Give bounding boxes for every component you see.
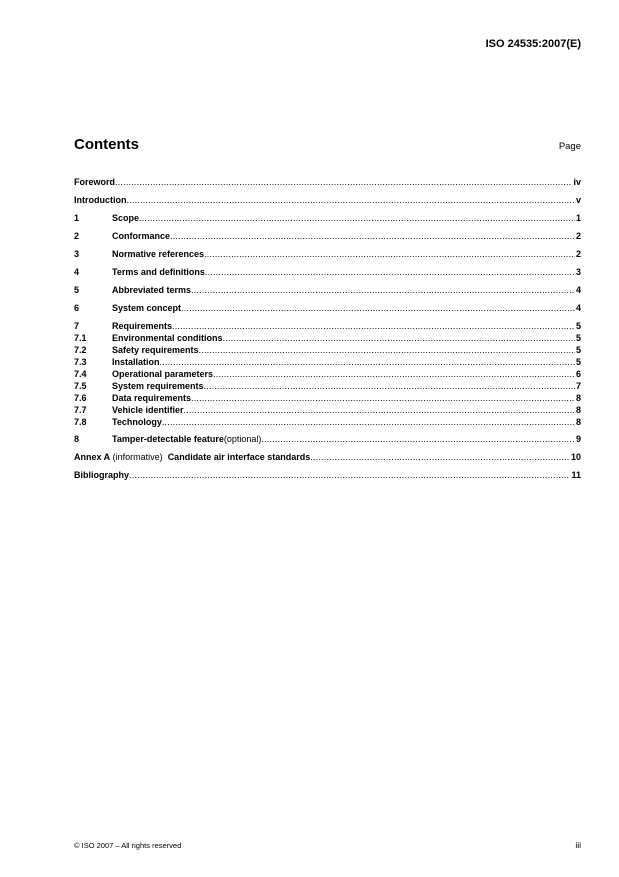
toc-entry-page: 2 bbox=[575, 249, 581, 259]
toc-entry-7-8[interactable] bbox=[74, 416, 581, 428]
dot-leader bbox=[139, 212, 575, 225]
toc-entry-title: Technology bbox=[112, 417, 162, 427]
dot-leader bbox=[204, 248, 575, 261]
table-of-contents bbox=[74, 176, 581, 482]
dot-leader bbox=[162, 416, 575, 428]
toc-entry-1[interactable] bbox=[74, 212, 581, 225]
dot-leader bbox=[181, 302, 575, 315]
toc-entry-page: 7 bbox=[575, 381, 581, 391]
toc-entry-title: Operational parameters bbox=[112, 369, 214, 379]
dot-leader bbox=[191, 284, 575, 297]
toc-entry-5[interactable] bbox=[74, 284, 581, 297]
toc-entry-page: 8 bbox=[575, 393, 581, 403]
toc-entry-title-suffix: (optional) bbox=[223, 434, 262, 444]
toc-entry-number: 3 bbox=[74, 249, 80, 259]
toc-entry-title: Scope bbox=[112, 213, 140, 223]
toc-entry-title: Requirements bbox=[112, 321, 173, 331]
toc-entry-3[interactable] bbox=[74, 248, 581, 261]
toc-entry-annex-label: Annex A bbox=[74, 452, 111, 462]
dot-leader bbox=[199, 344, 575, 356]
toc-entry-number: 6 bbox=[74, 303, 80, 313]
toc-entry-page: 4 bbox=[575, 285, 581, 295]
dot-leader bbox=[204, 380, 575, 392]
toc-entry-title: Safety requirements bbox=[112, 345, 199, 355]
dot-leader bbox=[160, 356, 575, 368]
toc-entry-title: Installation bbox=[112, 357, 160, 367]
toc-entry-7-2[interactable] bbox=[74, 344, 581, 356]
toc-entry-title: Environmental conditions bbox=[112, 333, 223, 343]
toc-entry-number: 5 bbox=[74, 285, 80, 295]
toc-entry-page: 5 bbox=[575, 333, 581, 343]
toc-entry-page: 8 bbox=[575, 417, 581, 427]
toc-entry-page: 8 bbox=[575, 405, 581, 415]
toc-entry-number: 7.1 bbox=[74, 333, 87, 343]
toc-entry-7[interactable] bbox=[74, 320, 581, 332]
toc-entry-number: 7.2 bbox=[74, 345, 87, 355]
toc-entry-number: 7.4 bbox=[74, 369, 87, 379]
toc-entry-title: Candidate air interface standards bbox=[167, 452, 311, 462]
toc-entry-title: Bibliography bbox=[74, 470, 130, 480]
dot-leader bbox=[184, 404, 575, 416]
toc-entry-page: 10 bbox=[570, 452, 581, 462]
toc-entry-foreword[interactable] bbox=[74, 176, 581, 189]
toc-entry-page: 4 bbox=[575, 303, 581, 313]
page-column-label: Page bbox=[558, 141, 581, 152]
toc-entry-number: 7.3 bbox=[74, 357, 87, 367]
dot-leader bbox=[127, 194, 575, 207]
toc-entry-7-6[interactable] bbox=[74, 392, 581, 404]
toc-entry-7-5[interactable] bbox=[74, 380, 581, 392]
toc-entry-title: Foreword bbox=[74, 177, 116, 187]
toc-entry-7-3[interactable] bbox=[74, 356, 581, 368]
toc-entry-4[interactable] bbox=[74, 266, 581, 279]
toc-entry-number: 8 bbox=[74, 434, 80, 444]
toc-entry-7-4[interactable] bbox=[74, 368, 581, 380]
page-number: iii bbox=[575, 840, 581, 850]
toc-entry-title: Conformance bbox=[112, 231, 171, 241]
toc-entry-8[interactable] bbox=[74, 433, 581, 446]
dot-leader bbox=[223, 332, 575, 344]
toc-entry-number: 7.6 bbox=[74, 393, 87, 403]
dot-leader bbox=[115, 176, 572, 189]
toc-entry-introduction[interactable] bbox=[74, 194, 581, 207]
toc-entry-2[interactable] bbox=[74, 230, 581, 243]
document-id: ISO 24535:2007(E) bbox=[485, 38, 581, 50]
dot-leader bbox=[191, 392, 575, 404]
toc-entry-7-7[interactable] bbox=[74, 404, 581, 416]
toc-entry-page: 9 bbox=[575, 434, 581, 444]
toc-entry-title: Data requirements bbox=[112, 393, 192, 403]
toc-entry-number: 4 bbox=[74, 267, 80, 277]
toc-entry-title: Normative references bbox=[112, 249, 205, 259]
toc-entry-number: 7.5 bbox=[74, 381, 87, 391]
toc-entry-number: 1 bbox=[74, 213, 80, 223]
toc-entry-title: Introduction bbox=[74, 195, 127, 205]
toc-entry-title: System concept bbox=[112, 303, 182, 313]
toc-entry-number: 7 bbox=[74, 321, 80, 331]
copyright-notice: © ISO 2007 – All rights reserved bbox=[74, 841, 182, 850]
toc-entry-bibliography[interactable] bbox=[74, 469, 581, 482]
toc-entry-7-1[interactable] bbox=[74, 332, 581, 344]
dot-leader bbox=[170, 230, 575, 243]
dot-leader bbox=[172, 320, 575, 332]
dot-leader bbox=[310, 451, 570, 464]
contents-heading: Contents bbox=[74, 136, 139, 153]
toc-entry-page: v bbox=[575, 195, 581, 205]
toc-entry-page: 11 bbox=[571, 470, 581, 480]
dot-leader bbox=[205, 266, 575, 279]
toc-entry-6[interactable] bbox=[74, 302, 581, 315]
toc-entry-title: Vehicle identifier bbox=[112, 405, 184, 415]
toc-entry-page: 3 bbox=[575, 267, 581, 277]
dot-leader bbox=[213, 368, 575, 380]
toc-entry-page: 5 bbox=[575, 357, 581, 367]
toc-entry-page: 6 bbox=[575, 369, 581, 379]
toc-entry-title: Abbreviated terms bbox=[112, 285, 192, 295]
toc-entry-title: System requirements bbox=[112, 381, 204, 391]
toc-entry-page: 5 bbox=[575, 345, 581, 355]
toc-entry-annex-type: (informative) bbox=[110, 452, 168, 462]
toc-entry-page: 5 bbox=[575, 321, 581, 331]
toc-entry-page: 2 bbox=[575, 231, 581, 241]
toc-entry-number: 2 bbox=[74, 231, 80, 241]
toc-entry-title: Terms and definitions bbox=[112, 267, 205, 277]
dot-leader bbox=[261, 433, 575, 446]
toc-entry-number: 7.7 bbox=[74, 405, 87, 415]
dot-leader bbox=[129, 469, 570, 482]
toc-entry-title: Tamper-detectable feature bbox=[112, 434, 224, 444]
toc-entry-page: 1 bbox=[575, 213, 581, 223]
toc-entry-annex-a[interactable] bbox=[74, 451, 581, 464]
toc-entry-number: 7.8 bbox=[74, 417, 87, 427]
toc-entry-page: iv bbox=[573, 177, 581, 187]
